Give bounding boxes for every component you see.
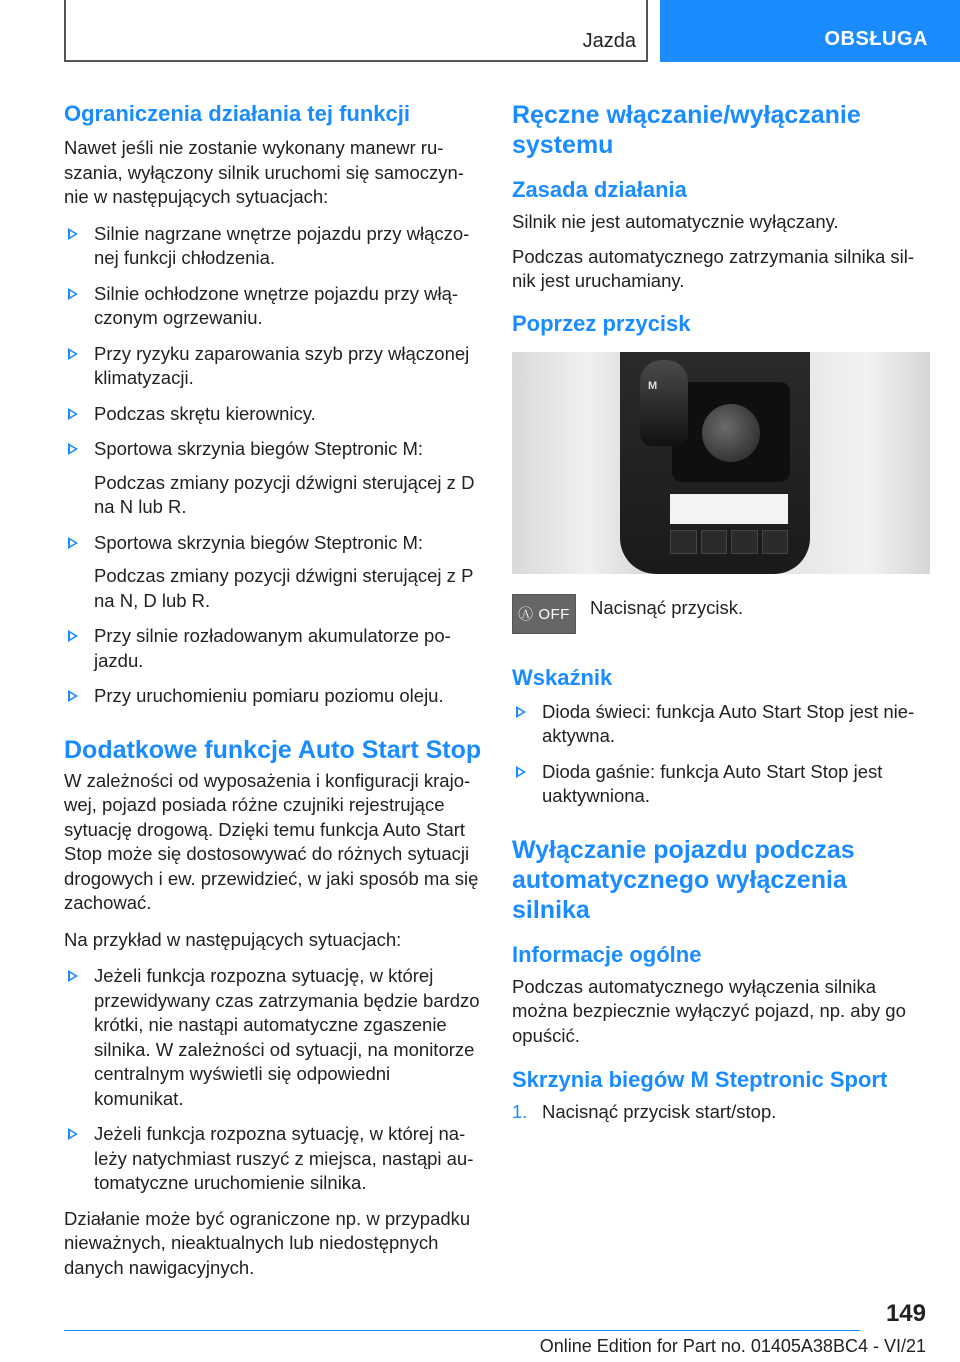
triangle-bullet-icon [68, 690, 78, 702]
triangle-bullet-icon [68, 630, 78, 642]
limits-intro: Nawet jeśli nie zostanie wykonany manewr ruszania, wyłączony silnik uruchomi się samoczynnie w następujących sytuacjach: [64, 137, 464, 207]
triangle-bullet-icon [68, 1128, 78, 1140]
gear-lever-icon [640, 360, 688, 446]
list-item: Sportowa skrzynia biegów Steptronic M: Podczas zmiany pozycji dźwigni sterującej z D na N lub R. [64, 437, 482, 520]
extra-functions-heading: Dodatkowe funkcje Auto Start Stop [64, 735, 482, 764]
page-number: 149 [885, 1300, 926, 1327]
extra-list [64, 964, 482, 1196]
triangle-bullet-icon [516, 766, 526, 778]
console-illustration [620, 352, 810, 574]
list-item: 1. Nacisnąć przycisk start/stop. [512, 1100, 930, 1125]
console-button [701, 530, 728, 554]
extra-example: Na przykład w następujących sytuacjach: [64, 928, 402, 950]
triangle-bullet-icon [68, 288, 78, 300]
console-button [670, 530, 697, 554]
indicator-heading: Wskaźnik [512, 664, 613, 690]
triangle-bullet-icon [68, 537, 78, 549]
gearbox-heading: Skrzynia biegów M Steptronic Sport [512, 1067, 888, 1092]
console-button [731, 530, 758, 554]
list-item-detail: Podczas zmiany pozycji dźwigni sterującej z P na N, D lub R. [94, 565, 474, 611]
principle-heading: Zasada działania [512, 177, 687, 202]
gearbox-steps [512, 1100, 930, 1125]
list-item: Przy uruchomieniu pomiaru poziomu oleju. [64, 684, 482, 709]
header-box [64, 0, 648, 62]
list-item: Silnie ochłodzone wnętrze pojazdu przy włączonym ogrzewaniu. [64, 282, 482, 331]
principle-p1: Silnik nie jest automatycznie wyłączany. [512, 211, 839, 232]
triangle-bullet-icon [516, 706, 526, 718]
triangle-bullet-icon [68, 970, 78, 982]
list-item: Jeżeli funkcja rozpozna sytuację, w której przewidywany czas zatrzymania będzie bardzo krótki, nie nastąpi automatyczne zgaszenie silnika. W zależności od sytuacji, na monitorze centralnym wyświetli się odpowiedni komunikat. [64, 964, 482, 1111]
indicator-list [512, 700, 930, 809]
list-item-detail: Podczas zmiany pozycji dźwigni sterującej z D na N lub R. [94, 471, 475, 517]
button-instruction [512, 594, 930, 634]
console-button [762, 530, 789, 554]
list-item: Przy ryzyku zaparowania szyb przy włączonej klimatyzacji. [64, 342, 482, 391]
shutdown-heading: Wyłączanie pojazdu podczas automatycznego wyłączenia silnika [512, 835, 855, 924]
header-section-tab: OBSŁUGA [660, 0, 960, 62]
limits-heading: Ograniczenia działania tej funkcji [64, 101, 410, 126]
triangle-bullet-icon [68, 408, 78, 420]
list-item: Jeżeli funkcja rozpozna sytuację, w której należy natychmiast ruszyć z miejsca, nastąpi automatyczne uruchomienie silnika. [64, 1122, 482, 1196]
general-info-text: Podczas automatycznego wyłączenia silnika można bezpiecznie wyłączyć pojazd, np. aby go opuścić. [512, 975, 906, 1046]
center-console-photo [512, 352, 930, 574]
console-trim [670, 494, 788, 524]
footer-divider [64, 1330, 860, 1331]
right-column [512, 100, 930, 1125]
header-chapter: Jazda [582, 30, 636, 52]
button-instruction-text: Nacisnąć przycisk. [590, 596, 744, 618]
step-number: 1. [512, 1101, 528, 1122]
lever-logo: M [648, 379, 658, 392]
list-item: Silnie nagrzane wnętrze pojazdu przy włączonej funkcji chłodzenia. [64, 222, 482, 271]
extra-intro: W zależności od wyposażenia i konfiguracji krajowej, pojazd posiada różne czujniki rejestrujące sytuację drogową. Dzięki temu funkcja Auto Start Stop może się dostosowywać do różnych sytuacji drogowych i ew. przewidzieć, w jaki sposób ma się zachować. [64, 769, 479, 913]
list-item: Sportowa skrzynia biegów Steptronic M: Podczas zmiany pozycji dźwigni sterującej z P na N, D lub R. [64, 531, 482, 614]
general-info-heading: Informacje ogólne [512, 941, 702, 967]
auto-start-stop-off-icon: Ⓐ OFF [512, 594, 576, 634]
triangle-bullet-icon [68, 443, 78, 455]
list-item: Dioda gaśnie: funkcja Auto Start Stop jest uaktywniona. [512, 760, 930, 809]
left-column [64, 100, 482, 1280]
triangle-bullet-icon [68, 228, 78, 240]
extra-closing: Działanie może być ograniczone np. w przypadku nieważnych, nieaktualnych lub niedostępnych danych nawigacyjnych. [64, 1207, 471, 1278]
list-item: Podczas skrętu kierownicy. [64, 402, 482, 427]
button-heading: Poprzez przycisk [512, 310, 691, 336]
controller-knob-icon [702, 404, 760, 462]
list-item: Przy silnie rozładowanym akumulatorze pojazdu. [64, 624, 482, 673]
triangle-bullet-icon [68, 348, 78, 360]
list-item: Dioda świeci: funkcja Auto Start Stop jest nieaktywna. [512, 700, 930, 749]
footer-edition: Online Edition for Part no. 01405A38BC4 - VI/21 [539, 1336, 926, 1356]
manual-toggle-heading: Ręczne włączanie/wyłączanie systemu [512, 101, 861, 159]
limits-list [64, 222, 482, 709]
console-button-row [670, 530, 788, 554]
principle-p2: Podczas automatycznego zatrzymania silnika silnik jest uruchamiany. [512, 245, 915, 291]
